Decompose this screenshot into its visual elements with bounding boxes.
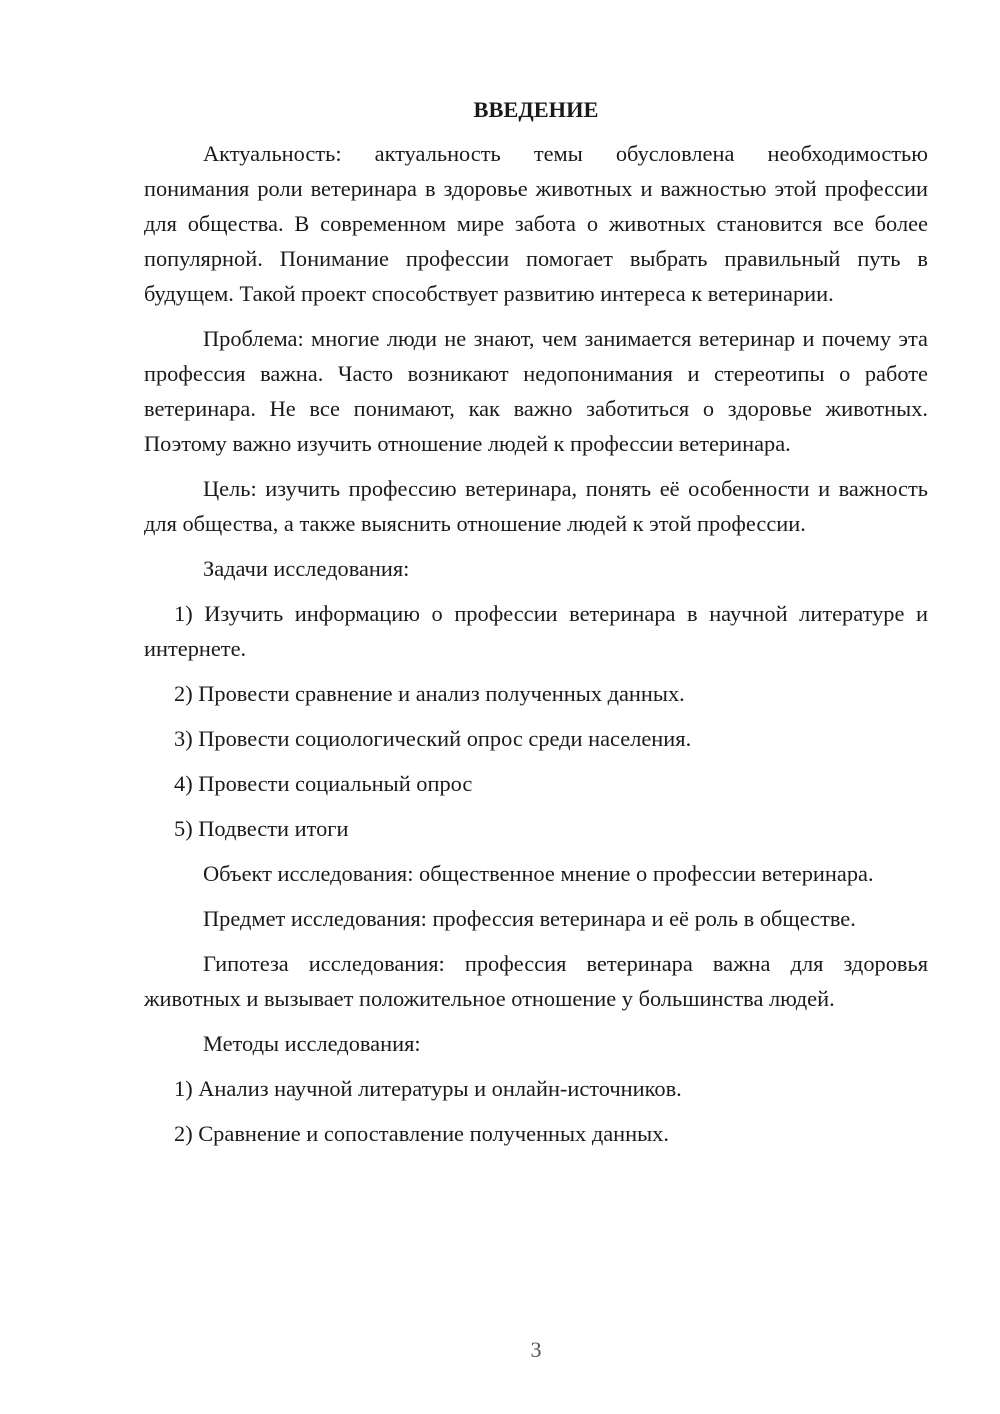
tasks-heading: Задачи исследования: xyxy=(203,556,410,581)
method-item: 1) Анализ научной литературы и онлайн-источников. xyxy=(174,1076,682,1101)
goal-paragraph: Цель: изучить профессию ветеринара, понять её особенности и важность для общества, а также выяснить отношение людей к этой профессии. xyxy=(144,476,928,536)
section-title: ВВЕДЕНИЕ xyxy=(473,97,599,122)
task-item: 3) Провести социологический опрос среди населения. xyxy=(174,726,692,751)
problem-paragraph: Проблема: многие люди не знают, чем занимается ветеринар и почему эта профессия важна. Часто возникают недопонимания и стереотипы о работе ветеринара. Не все понимают, как важно заботиться о здоровье животных. Поэтому важно изучить отношение людей к профессии ветеринара. xyxy=(144,326,928,456)
task-item: 4) Провести социальный опрос xyxy=(174,771,473,796)
subject-paragraph: Предмет исследования: профессия ветеринара и её роль в обществе. xyxy=(203,906,856,931)
method-item: 2) Сравнение и сопоставление полученных данных. xyxy=(174,1121,669,1146)
methods-heading: Методы исследования: xyxy=(203,1031,421,1056)
task-item: 2) Провести сравнение и анализ полученных данных. xyxy=(174,681,685,706)
object-paragraph: Объект исследования: общественное мнение о профессии ветеринара. xyxy=(203,861,874,886)
page-content xyxy=(144,92,928,1161)
task-item: 5) Подвести итоги xyxy=(174,816,349,841)
relevance-paragraph: Актуальность: актуальность темы обусловлена необходимостью понимания роли ветеринара в здоровье животных и важностью этой профессии для общества. В современном мире забота о животных становится все более популярной. Понимание профессии помогает выбрать правильный путь в будущем. Такой проект способствует развитию интереса к ветеринарии. xyxy=(144,141,928,306)
page-number: 3 xyxy=(530,1337,542,1362)
task-item: 1) Изучить информацию о профессии ветеринара в научной литературе и интернете. xyxy=(144,601,928,661)
hypothesis-paragraph: Гипотеза исследования: профессия ветеринара важна для здоровья животных и вызывает положительное отношение у большинства людей. xyxy=(144,951,928,1011)
